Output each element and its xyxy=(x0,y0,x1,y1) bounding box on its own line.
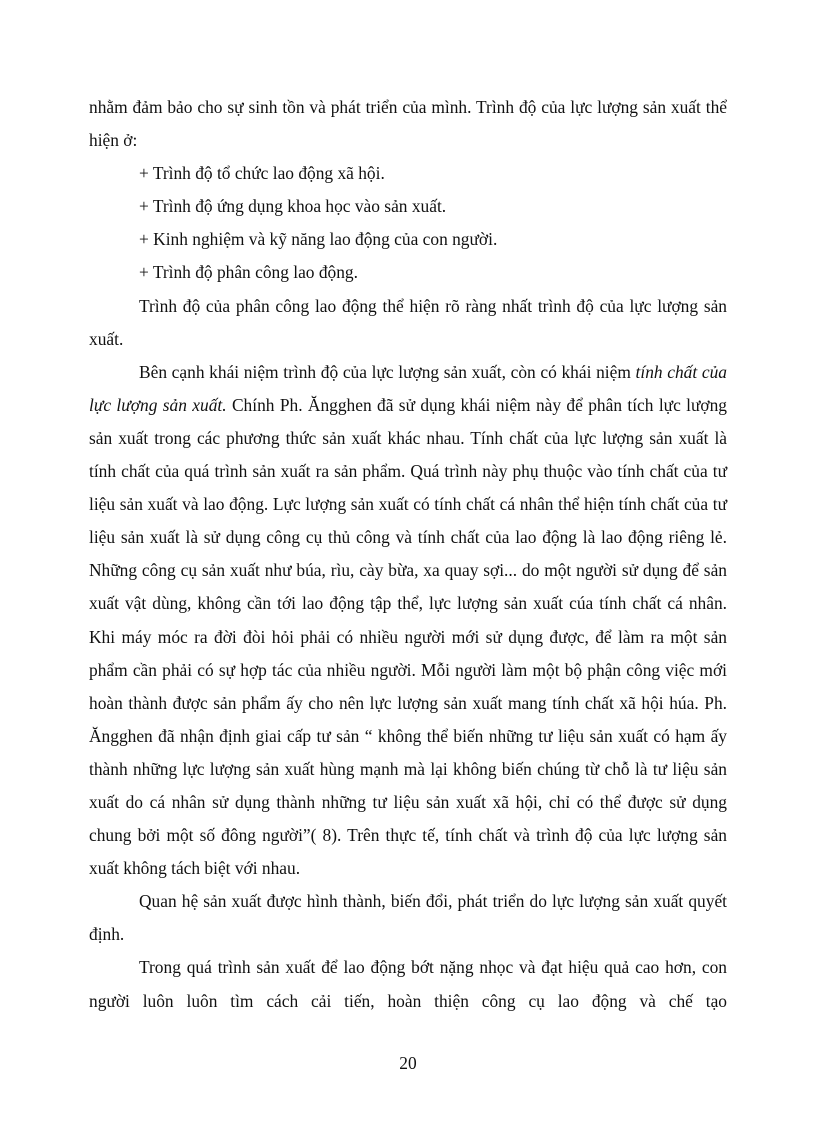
body-text xyxy=(89,91,727,1018)
paragraph: Trình độ của phân công lao động thể hiện rõ ràng nhất trình độ của lực lượng sản xuất. xyxy=(89,295,727,349)
paragraph-continuation: nhằm đảm bảo cho sự sinh tồn và phát triển của mình. Trình độ của lực lượng sản xuất thể hiện ở: xyxy=(89,97,727,151)
paragraph xyxy=(89,356,727,886)
bullet-item: + Trình độ ứng dụng khoa học vào sản xuất. xyxy=(139,196,447,217)
bullet-item: + Trình độ phân công lao động. xyxy=(139,262,358,283)
paragraph: Trong quá trình sản xuất để lao động bớt nặng nhọc và đạt hiệu quả cao hơn, con người luôn luôn tìm cách cải tiến, hoàn thiện công cụ lao động và chế tạo xyxy=(89,957,727,1011)
paragraph-text: Bên cạnh khái niệm trình độ của lực lượng sản xuất, còn có khái niệm xyxy=(139,361,636,382)
italic-term: tính chất của lực lượng sản xuất. xyxy=(89,361,727,415)
bullet-item: + Trình độ tổ chức lao động xã hội. xyxy=(139,163,385,184)
page-number: 20 xyxy=(399,1053,417,1073)
paragraph-text: Chính Ph. Ăngghen đã sử dụng khái niệm này để phân tích lực lượng sản xuất trong các phương thức sản xuất khác nhau. Tính chất của lực lượng sản xuất là tính chất của quá trình sản xuất ra sản phẩm. Quá trình này phụ thuộc vào tính chất của tư liệu sản xuất và lao động. Lực lượng sản xuất có tính chất cá nhân thể hiện tính chất của tư liệu sản xuất là sử dụng công cụ thủ công và tính chất của lao động là lao động riêng lẻ. Những công cụ sản xuất như búa, rìu, cày bừa, xa quay sợi... do một người sử dụng để sản xuất vật dùng, không cần tới lao động tập thể, lực lượng sản xuất cúa tính chất cá nhân. Khi máy móc ra đời đòi hỏi phải có nhiều người mới sử dụng được, để làm ra một sản phẩm cần phải có sự hợp tác của nhiều người. Mỗi người làm một bộ phận công việc mới hoàn thành được sản phẩm ấy cho nên lực lượng sản xuất mang tính chất xã hội húa. Ph. Ăngghen đã nhận định giai cấp tư sản “ không thể biến những tư liệu sản xuất có hạm ấy thành những lực lượng sản xuất hùng mạnh mà lại không biến chúng từ chỗ là tư liệu sản xuất do cá nhân sử dụng thành những tư liệu sản xuất xã hội, chỉ có thể được sử dụng chung bởi một số đông người”( 8). Trên thực tế, tính chất và trình độ của lực lượng sản xuất không tách biệt với nhau. xyxy=(89,394,728,879)
bullet-item: + Kinh nghiệm và kỹ năng lao động của con người. xyxy=(139,229,498,250)
paragraph: Quan hệ sản xuất được hình thành, biến đổi, phát triển do lực lượng sản xuất quyết định. xyxy=(89,891,727,945)
